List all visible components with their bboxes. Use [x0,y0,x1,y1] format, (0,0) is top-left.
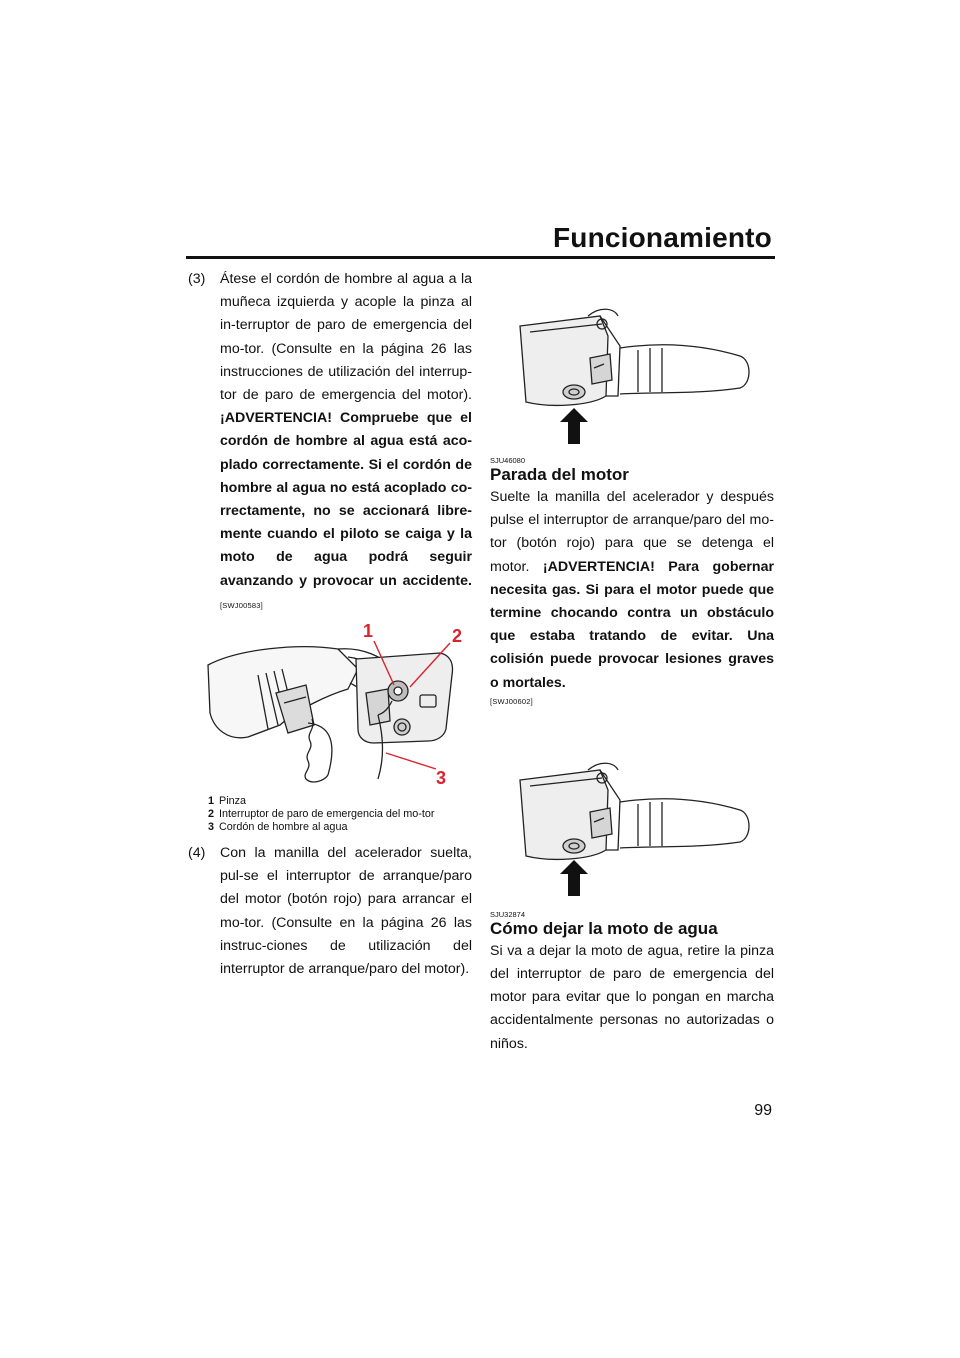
paragraph: Si va a dejar la moto de agua, retire la pinza del interruptor de paro de emergencia del motor para evitar que lo pongan en marcha accidentalmente personas no autorizadas o niños. [490,942,774,1052]
legend-text: Pinza [219,795,247,808]
legend-number: 3 [207,821,214,834]
page-title: Funcionamiento [552,222,772,253]
step-number: (3) [188,271,206,287]
warning-code: [SWJ00583] [220,600,263,610]
callout-2: 2 [452,626,463,647]
figure-legend [188,795,472,834]
warning-text: ¡ADVERTENCIA! Para gobernar necesita gas. Si para el motor puede que termine chocando contra un obstáculo que estaba tratando de evitar. Una colisión puede provocar lesiones graves o mortales. [490,558,774,691]
step-4 [188,842,472,981]
handlebar-illustration [490,740,774,902]
handlebar-figure-2 [490,740,774,902]
callout-3: 3 [436,768,447,789]
arrow-icon [560,860,588,896]
page-number: 99 [754,1102,772,1119]
step-number: (4) [188,845,206,862]
section-title: Parada del motor [490,465,629,484]
section-code: SJU32874 [490,909,526,919]
callout-1: 1 [363,621,374,642]
legend-item [188,808,472,821]
legend-number: 2 [207,808,214,821]
handlebar-figure-1 [490,276,774,448]
legend-text: Cordón de hombre al agua [219,821,348,834]
legend-number: 1 [207,795,214,808]
legend-item [188,821,472,834]
arrow-icon [560,408,588,444]
section-code: SJU46080 [490,456,526,465]
left-column [188,268,472,981]
handlebar-illustration [490,276,774,448]
right-column [490,268,774,1056]
wrist-lanyard-figure [188,621,472,791]
lanyard-illustration [188,629,472,791]
step-text: Átese el cordón de hombre al agua a la muñeca izquierda y acople la pinza al in-terruptor de paro de emergencia del mo-tor. (Consulte en la página 26 las instrucciones de utilización del interrup-tor de paro de emergencia del motor). [220,271,472,404]
header-rule [186,256,775,259]
paragraph-text: Suelte la manilla del acelerador y después pulse el interruptor de arranque/paro del mo-tor (botón rojo) para que se detenga el motor. [490,489,774,575]
legend-item [188,795,472,808]
step-text: Con la manilla del acelerador suelta, pul-se el interruptor de arranque/paro del motor (botón rojo) para arrancar el mo-tor. (Consulte en la página 26 las instruc-ciones de utilización del interruptor de arranque/paro del motor). [220,845,472,978]
legend-text: Interruptor de paro de emergencia del mo-tor [219,808,435,821]
warning-code: [SWJ00602] [490,696,533,706]
step-3 [188,268,472,617]
section-title: Cómo dejar la moto de agua [490,918,718,938]
paragraph [490,486,774,695]
warning-text: ¡ADVERTENCIA! Compruebe que el cordón de hombre al agua está aco-plado correctamente. Si el cordón de hombre al agua no está acoplado co-rrectamente, no se accionará libre-mente cuando el piloto se caiga y la moto de agua podrá seguir avanzando y provocar un accidente. [220,410,472,589]
